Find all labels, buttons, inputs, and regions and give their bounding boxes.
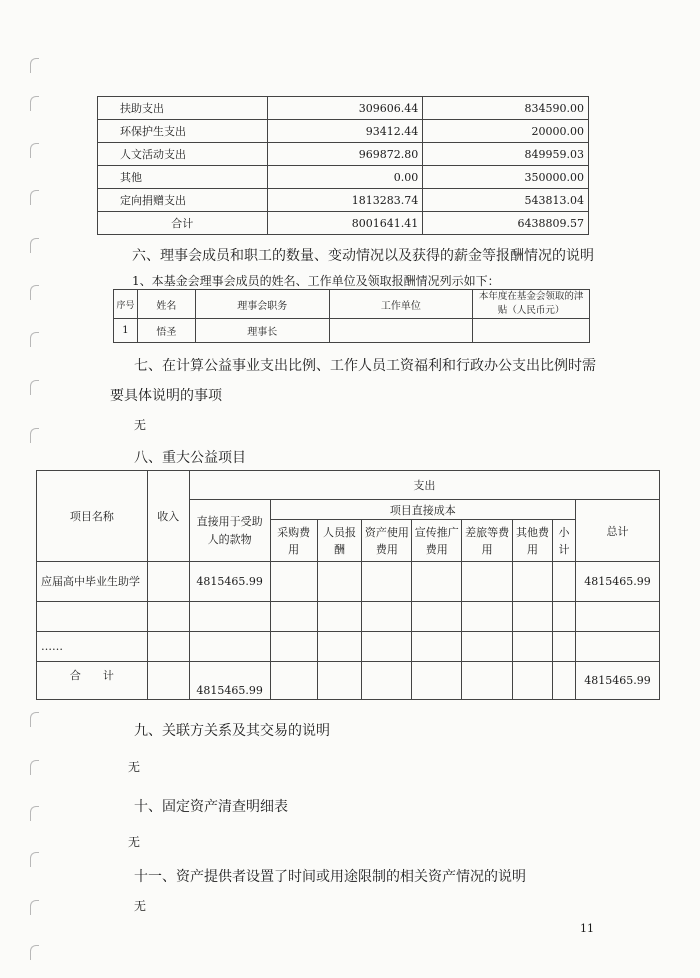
project-name: …… [37, 632, 148, 662]
row-value-1: 969872.80 [267, 143, 423, 166]
section8-heading: 八、重大公益项目 [134, 450, 246, 466]
col-direct: 直接用于受助人的款物 [189, 500, 270, 562]
total-label: 合计 [98, 212, 268, 235]
section10-heading: 十、固定资产清查明细表 [134, 799, 288, 815]
row-value-2: 350000.00 [423, 166, 589, 189]
col-publicity: 宣传推广费用 [412, 520, 462, 562]
row-value-1: 93412.44 [267, 120, 423, 143]
table-row [98, 120, 589, 143]
project-total [575, 602, 659, 632]
table-row-total [98, 212, 589, 235]
cell-employer [329, 319, 473, 343]
section11-body: 无 [134, 899, 147, 913]
section7-heading-line2: 要具体说明的事项 [110, 388, 222, 404]
sum-direct: 4815465.99 [189, 662, 270, 700]
row-value-2: 849959.03 [423, 143, 589, 166]
section9-body: 无 [128, 760, 141, 774]
col-asset-use: 资产使用费用 [362, 520, 412, 562]
total-value-2: 6438809.57 [423, 212, 589, 235]
col-travel: 差旅等费用 [462, 520, 513, 562]
table-row [98, 143, 589, 166]
section10-body: 无 [128, 835, 141, 849]
cell-name: 悟圣 [137, 319, 195, 343]
total-value-1: 8001641.41 [267, 212, 423, 235]
table-row [114, 319, 590, 343]
col-employer: 工作单位 [329, 290, 473, 319]
col-direct-cost: 项目直接成本 [270, 500, 575, 520]
project-total [575, 632, 659, 662]
project-direct: 4815465.99 [189, 562, 270, 602]
col-name: 姓名 [137, 290, 195, 319]
sum-label: 合 计 [37, 662, 148, 700]
col-subtotal: 小计 [553, 520, 576, 562]
row-value-1: 309606.44 [267, 97, 423, 120]
project-direct [189, 632, 270, 662]
row-value-2: 20000.00 [423, 120, 589, 143]
col-other: 其他费用 [513, 520, 553, 562]
board-table [113, 289, 590, 343]
row-label: 定向捐赠支出 [98, 189, 268, 212]
cell-allowance [473, 319, 590, 343]
project-direct [189, 602, 270, 632]
section6-heading: 六、理事会成员和职工的数量、变动情况以及获得的薪金等报酬情况的说明 [132, 248, 594, 264]
col-allowance: 本年度在基金会领取的津贴（人民币元） [473, 290, 590, 319]
row-value-1: 0.00 [267, 166, 423, 189]
col-staff-pay: 人员报酬 [317, 520, 362, 562]
section7-body: 无 [134, 418, 147, 432]
page-number: 11 [580, 922, 594, 935]
row-label: 环保护生支出 [98, 120, 268, 143]
section7-heading-line1: 七、在计算公益事业支出比例、工作人员工资福利和行政办公支出比例时需 [134, 358, 596, 374]
project-name: 应届高中毕业生助学 [37, 562, 148, 602]
sum-total: 4815465.99 [575, 662, 659, 700]
row-value-2: 834590.00 [423, 97, 589, 120]
table-row [98, 166, 589, 189]
row-value-2: 543813.04 [423, 189, 589, 212]
col-position: 理事会职务 [195, 290, 329, 319]
table-row [37, 632, 660, 662]
row-label: 其他 [98, 166, 268, 189]
col-project-name: 项目名称 [37, 471, 148, 562]
col-purchase: 采购费用 [270, 520, 317, 562]
cell-position: 理事长 [195, 319, 329, 343]
expense-table [97, 96, 589, 235]
row-label: 人文活动支出 [98, 143, 268, 166]
row-value-1: 1813283.74 [267, 189, 423, 212]
table-row [37, 602, 660, 632]
section9-heading: 九、关联方关系及其交易的说明 [134, 723, 330, 739]
table-row [98, 189, 589, 212]
project-total: 4815465.99 [575, 562, 659, 602]
section6-para: 1、本基金会理事会成员的姓名、工作单位及领取报酬情况列示如下： [132, 274, 500, 288]
col-seq: 序号 [114, 290, 138, 319]
section11-heading: 十一、资产提供者设置了时间或用途限制的相关资产情况的说明 [134, 869, 526, 885]
col-total: 总计 [575, 500, 659, 562]
row-label: 扶助支出 [98, 97, 268, 120]
col-expense: 支出 [189, 471, 659, 500]
project-table [36, 470, 660, 700]
table-row [37, 562, 660, 602]
col-income: 收入 [147, 471, 189, 562]
table-row-sum [37, 662, 660, 700]
cell-seq: 1 [114, 319, 138, 343]
table-row [98, 97, 589, 120]
project-name [37, 602, 148, 632]
